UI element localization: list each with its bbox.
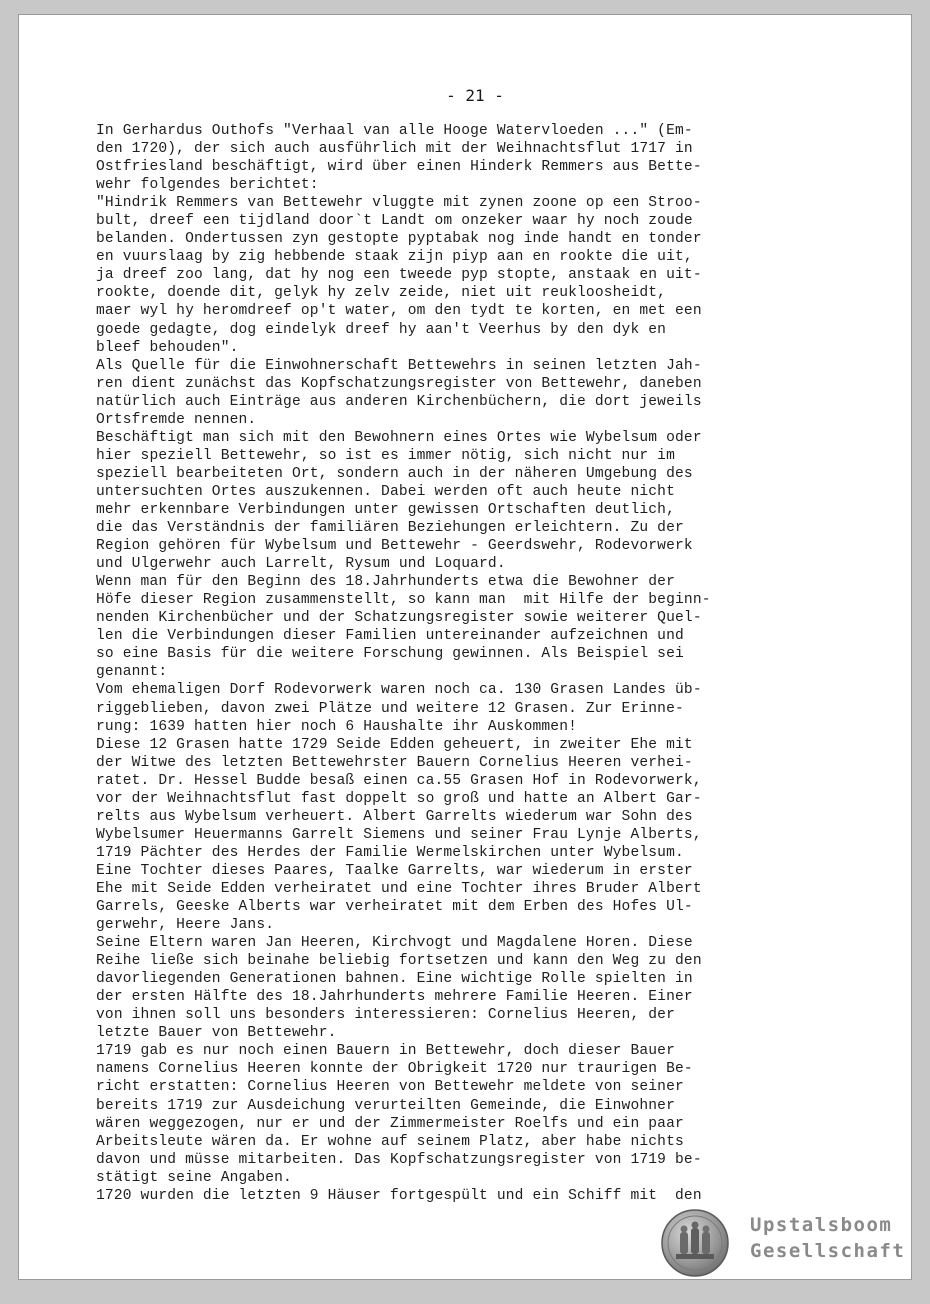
page-number: - 21 - (446, 86, 504, 105)
text-line: ja dreef zoo lang, dat hy nog een tweede pyp stopte, anstaak en uit- (96, 267, 702, 284)
text-line: Reihe ließe sich beinahe beliebig fortsetzen und kann den Weg zu den (96, 953, 702, 970)
text-line: en vuurslaag by zig hebbende staak zijn piyp aan en rookte die uit, (96, 249, 693, 266)
text-line: wehr folgendes berichtet: (96, 177, 319, 194)
text-line: bereits 1719 zur Ausdeichung verurteilten Gemeinde, die Einwohner (96, 1097, 675, 1114)
text-line: die das Verständnis der familiären Beziehungen erleichtern. Zu der (96, 520, 684, 537)
text-line: speziell bearbeiteten Ort, sondern auch in der näheren Umgebung des (96, 465, 693, 482)
text-line: belanden. Ondertussen zyn gestopte pyptabak nog inde handt en tonder (96, 231, 702, 248)
text-line: ratet. Dr. Hessel Budde besaß einen ca.55 Grasen Hof in Rodevorwerk, (96, 772, 702, 789)
text-line: von ihnen soll uns besonders interessieren: Cornelius Heeren, der (96, 1007, 675, 1024)
text-line: untersuchten Ortes auszukennen. Dabei werden oft auch heute nicht (96, 483, 675, 500)
text-line: und Ulgerwehr auch Larrelt, Rysum und Loquard. (96, 556, 506, 573)
text-line: In Gerhardus Outhofs "Verhaal van alle Hooge Watervloeden ..." (Em- (96, 123, 693, 139)
text-line: davon und müsse mitarbeiten. Das Kopfschatzungsregister von 1719 be- (96, 1151, 702, 1168)
text-line: len die Verbindungen dieser Familien untereinander aufzeichnen und (96, 628, 684, 645)
text-line: ren dient zunächst das Kopfschatzungsregister von Bettewehr, daneben (96, 375, 702, 392)
text-line: maer wyl hy heromdreef op't water, om den tydt te korten, en met een (96, 303, 702, 320)
text-line: nenden Kirchenbücher und der Schatzungsregister sowie weiterer Quel- (96, 610, 702, 627)
text-line: 1719 Pächter des Herdes der Familie Wermelskirchen unter Wybelsum. (96, 844, 684, 861)
text-line: Diese 12 Grasen hatte 1729 Seide Edden geheuert, in zweiter Ehe mit (96, 736, 693, 753)
text-line: gerwehr, Heere Jans. (96, 917, 275, 934)
text-line: davorliegenden Generationen bahnen. Eine wichtige Rolle spielten in (96, 971, 693, 988)
text-line: Garrels, Geeske Alberts war verheiratet mit dem Erben des Hofes Ul- (96, 899, 693, 916)
text-line: stätigt seine Angaben. (96, 1169, 292, 1186)
text-line: richt erstatten: Cornelius Heeren von Bettewehr meldete von seiner (96, 1079, 684, 1096)
text-line: vor der Weihnachtsflut fast doppelt so groß und hatte an Albert Gar- (96, 790, 702, 807)
text-line: "Hindrik Remmers van Bettewehr vluggte mit zynen zoone op een Stroo- (96, 195, 702, 212)
text-line: hier speziell Bettewehr, so ist es immer nötig, sich nicht nur im (96, 447, 675, 464)
text-line: Ortsfremde nennen. (96, 411, 257, 428)
text-line: bult, dreef een tijdland door`t Landt om onzeker waar hy noch zoude (96, 213, 693, 230)
text-line: Höfe dieser Region zusammenstellt, so kann man mit Hilfe der beginn- (96, 592, 711, 609)
text-line: der Witwe des letzten Bettewehrster Bauern Cornelius Heeren verhei- (96, 754, 693, 771)
text-line: Als Quelle für die Einwohnerschaft Bettewehrs in seinen letzten Jah- (96, 357, 702, 374)
text-line: natürlich auch Einträge aus anderen Kirchenbüchern, die dort jeweils (96, 393, 702, 410)
text-line: den 1720), der sich auch ausführlich mit der Weihnachtsflut 1717 in (96, 141, 693, 158)
body-text (96, 122, 846, 1205)
text-line: rookte, doende dit, gelyk hy zelv zeide, niet uit reukloosheidt, (96, 285, 667, 302)
text-line: relts aus Wybelsum verheuert. Albert Garrelts wiederum war Sohn des (96, 808, 693, 825)
text-line: Region gehören für Wybelsum und Bettewehr - Geerdswehr, Rodevorwerk (96, 538, 693, 555)
text-line: Beschäftigt man sich mit den Bewohnern eines Ortes wie Wybelsum oder (96, 429, 702, 446)
page-frame-bottom (0, 1280, 930, 1304)
text-line: so eine Basis für die weitere Forschung gewinnen. Als Beispiel sei (96, 646, 684, 663)
society-name (750, 1212, 905, 1264)
text-line: goede gedagte, dog eindelyk dreef hy aan't Veerhus by den dyk en (96, 321, 667, 338)
text-line: Eine Tochter dieses Paares, Taalke Garrelts, war wiederum in erster (96, 862, 693, 879)
text-line: Ostfriesland beschäftigt, wird über einen Hinderk Remmers aus Bette- (96, 159, 702, 176)
text-line: Arbeitsleute wären da. Er wohne auf seinem Platz, aber habe nichts (96, 1133, 684, 1150)
text-line: der ersten Hälfte des 18.Jahrhunderts mehrere Familie Heeren. Einer (96, 989, 693, 1006)
text-line: Wenn man für den Beginn des 18.Jahrhunderts etwa die Bewohner der (96, 574, 675, 591)
text-line: bleef behouden". (96, 339, 239, 356)
text-line: genannt: (96, 664, 168, 681)
text-line: 1720 wurden die letzten 9 Häuser fortgespült und ein Schiff mit den (96, 1187, 702, 1204)
text-line: wären weggezogen, nur er und der Zimmermeister Roelfs und ein paar (96, 1115, 684, 1132)
text-line: Seine Eltern waren Jan Heeren, Kirchvogt und Magdalene Horen. Diese (96, 935, 693, 952)
text-line: rung: 1639 hatten hier noch 6 Haushalte ihr Auskommen! (96, 718, 578, 735)
page-frame-top (0, 0, 930, 14)
text-line: Ehe mit Seide Edden verheiratet und eine Tochter ihres Bruder Albert (96, 880, 702, 897)
society-name-line1: Upstalsboom (750, 1214, 893, 1236)
text-line: riggeblieben, davon zwei Plätze und weitere 12 Grasen. Zur Erinne- (96, 700, 684, 717)
seal-icon (660, 1208, 730, 1278)
text-line: 1719 gab es nur noch einen Bauern in Bettewehr, doch dieser Bauer (96, 1043, 675, 1060)
text-line: Wybelsumer Heuermanns Garrelt Siemens und seiner Frau Lynje Alberts, (96, 826, 702, 843)
page-frame-left (0, 0, 18, 1304)
text-line: mehr erkennbare Verbindungen unter gewissen Ortschaften deutlich, (96, 501, 675, 518)
society-logo (660, 1206, 910, 1280)
text-line: namens Cornelius Heeren konnte der Obrigkeit 1720 nur traurigen Be- (96, 1061, 693, 1078)
text-line: letzte Bauer von Bettewehr. (96, 1025, 337, 1042)
society-name-line2: Gesellschaft (750, 1240, 906, 1262)
text-line: Vom ehemaligen Dorf Rodevorwerk waren noch ca. 130 Grasen Landes üb- (96, 682, 702, 699)
page-frame-right (912, 0, 930, 1304)
